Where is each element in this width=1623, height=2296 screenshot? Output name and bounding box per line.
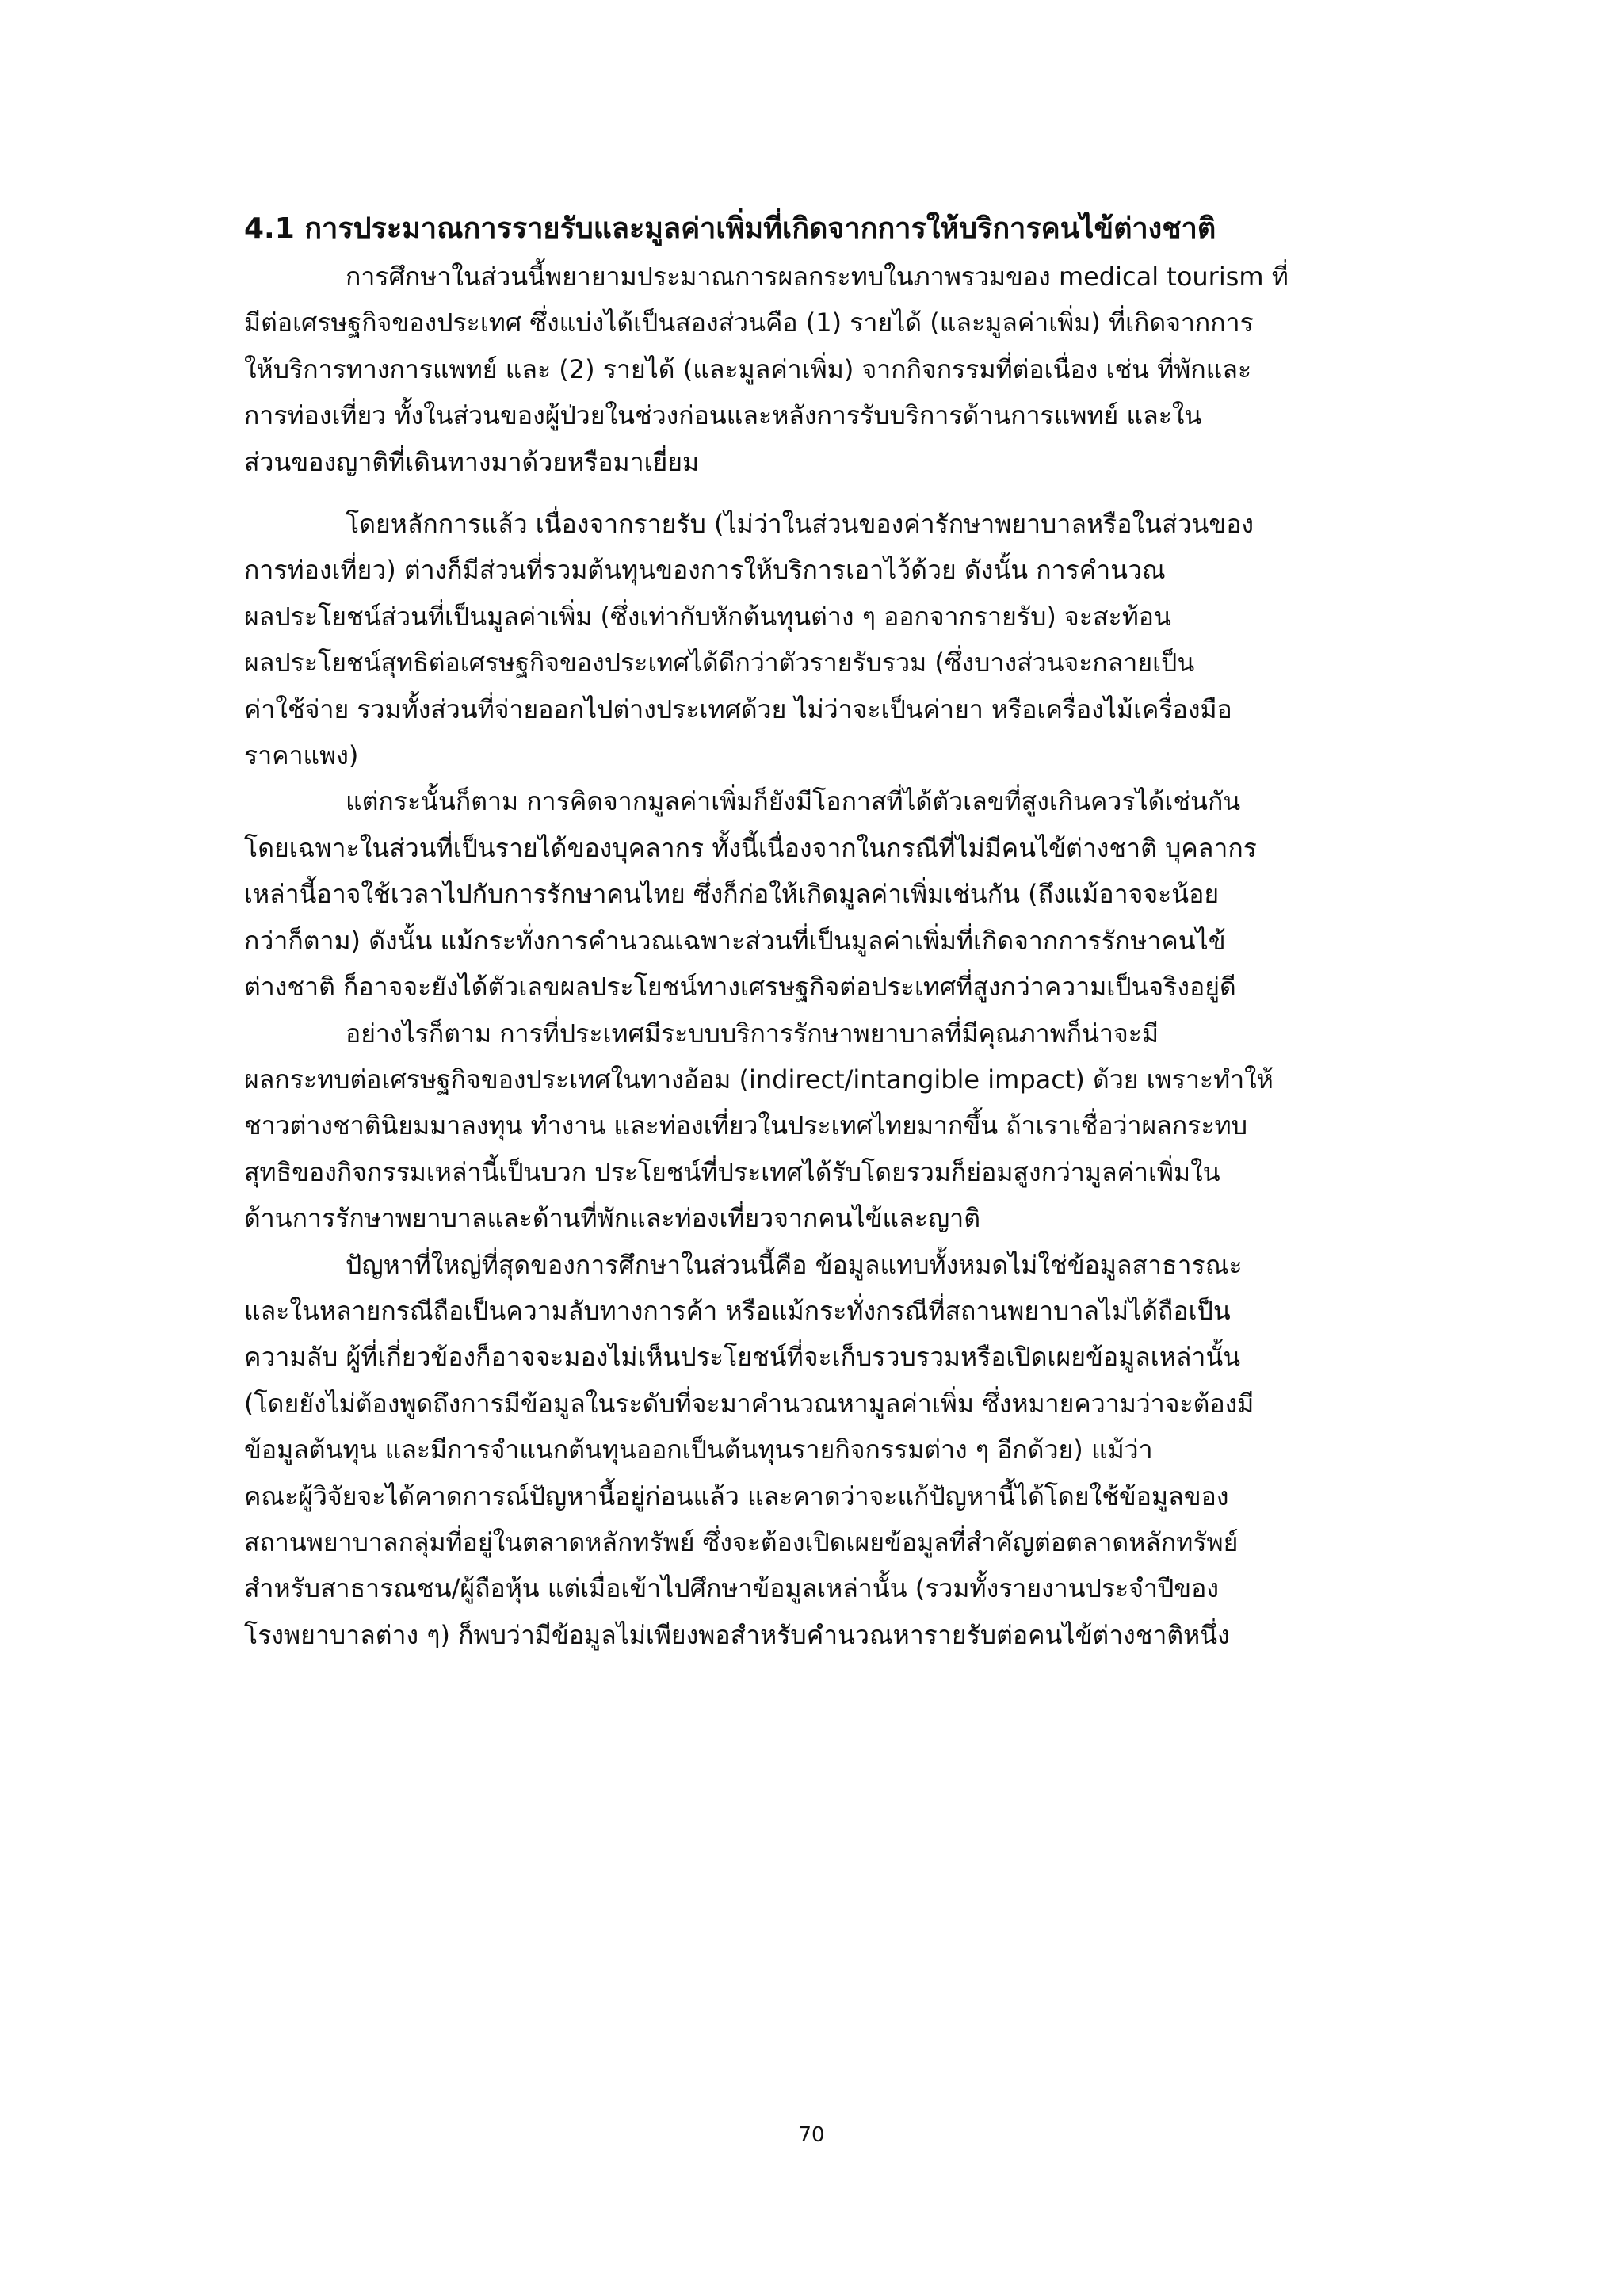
text-line: การศึกษาในส่วนนี้พยายามประมาณการผลกระทบในภาพรวมของ medical tourism ที่ [346,262,1289,292]
text-line: ชาวต่างชาตินิยมมาลงทุน ทำงาน และท่องเที่ยวในประเทศไทยมากขึ้น ถ้าเราเชื่อว่าผลกระทบ [244,1110,1248,1141]
text-line: ด้านการรักษาพยาบาลและด้านที่พักและท่องเที่ยวจากคนไข้และญาติ [244,1203,980,1234]
text-line: ความลับ ผู้ที่เกี่ยวข้องก็อาจจะมองไม่เห็นประโยชน์ที่จะเก็บรวบรวมหรือเปิดเผยข้อมูลเหล่านั้น [244,1342,1241,1373]
text-line: ราคาแพง) [244,740,359,771]
text-line: โรงพยาบาลต่าง ๆ) ก็พบว่ามีข้อมูลไม่เพียงพอสำหรับคำนวณหารายรับต่อคนไข้ต่างชาติหนึ่ง [244,1619,1230,1650]
text-line: สถานพยาบาลกลุ่มที่อยู่ในตลาดหลักทรัพย์ ซึ่งจะต้องเปิดเผยข้อมูลที่สำคัญต่อตลาดหลักทรัพย์ [244,1526,1239,1557]
paragraph-3 [244,778,1381,1010]
text-line: ให้บริการทางการแพทย์ และ (2) รายได้ (และมูลค่าเพิ่ม) จากกิจกรรมที่ต่อเนื่อง เช่น ที่พักและ [244,353,1252,384]
section-heading: 4.1 การประมาณการรายรับและมูลค่าเพิ่มที่เกิดจากการให้บริการคนไข้ต่างชาติ [244,212,1216,245]
text-line: ส่วนของญาติที่เดินทางมาด้วยหรือมาเยี่ยม [244,446,700,477]
paragraph-5 [244,1242,1381,1659]
page-number: 70 [798,2123,825,2147]
text-line: โดยเฉพาะในส่วนที่เป็นรายได้ของบุคลากร ทั้งนี้เนื่องจากในกรณีที่ไม่มีคนไข้ต่างชาติ บุคลากร [244,832,1257,863]
text-line: มีต่อเศรษฐกิจของประเทศ ซึ่งแบ่งได้เป็นสองส่วนคือ (1) รายได้ (และมูลค่าเพิ่ม) ที่เกิดจากการ [244,308,1254,338]
text-line: ข้อมูลต้นทุน และมีการจำแนกต้นทุนออกเป็นต้นทุนรายกิจกรรมต่าง ๆ อีกด้วย) แม้ว่า [244,1435,1153,1465]
text-line: ผลประโยชน์ส่วนที่เป็นมูลค่าเพิ่ม (ซึ่งเท่ากับหักต้นทุนต่าง ๆ ออกจากรายรับ) จะสะท้อน [244,601,1171,632]
text-line: เหล่านี้อาจใช้เวลาไปกับการรักษาคนไทย ซึ่งก็ก่อให้เกิดมูลค่าเพิ่มเช่นกัน (ถึงแม้อาจจะน้อย [244,879,1220,910]
text-line: สุทธิของกิจกรรมเหล่านี้เป็นบวก ประโยชน์ที่ประเทศได้รับโดยรวมก็ย่อมสูงกว่ามูลค่าเพิ่มใน [244,1156,1220,1187]
text-line: การท่องเที่ยว ทั้งในส่วนของผู้ป่วยในช่วงก่อนและหลังการรับบริการด้านการแพทย์ และใน [244,400,1202,431]
paragraph-4 [244,1010,1381,1242]
text-line: แต่กระนั้นก็ตาม การคิดจากมูลค่าเพิ่มก็ยังมีโอกาสที่ได้ตัวเลขที่สูงเกินควรได้เช่นกัน [346,786,1241,817]
text-line: และในหลายกรณีถือเป็นความลับทางการค้า หรือแม้กระทั่งกรณีที่สถานพยาบาลไม่ได้ถือเป็น [244,1295,1231,1326]
text-line: โดยหลักการแล้ว เนื่องจากรายรับ (ไม่ว่าในส่วนของค่ารักษาพยาบาลหรือในส่วนของ [346,509,1254,540]
paragraph-1 [244,254,1381,485]
text-line: ต่างชาติ ก็อาจจะยังได้ตัวเลขผลประโยชน์ทางเศรษฐกิจต่อประเทศที่สูงกว่าความเป็นจริงอยู่ดี [244,972,1236,1003]
text-line: สำหรับสาธารณชน/ผู้ถือหุ้น แต่เมื่อเข้าไปศึกษาข้อมูลเหล่านั้น (รวมทั้งรายงานประจำปีของ [244,1573,1220,1604]
text-line: (โดยยังไม่ต้องพูดถึงการมีข้อมูลในระดับที่จะมาคำนวณหามูลค่าเพิ่ม ซึ่งหมายความว่าจะต้องมี [244,1388,1254,1419]
text-line: ผลประโยชน์สุทธิต่อเศรษฐกิจของประเทศได้ดีกว่าตัวรายรับรวม (ซึ่งบางส่วนจะกลายเป็น [244,648,1195,678]
text-line: อย่างไรก็ตาม การที่ประเทศมีระบบบริการรักษาพยาบาลที่มีคุณภาพก็น่าจะมี [346,1018,1159,1049]
text-line: ผลกระทบต่อเศรษฐกิจของประเทศในทางอ้อม (indirect/intangible impact) ด้วย เพราะทำให้ [244,1064,1274,1095]
text-line: ค่าใช้จ่าย รวมทั้งส่วนที่จ่ายออกไปต่างประเทศด้วย ไม่ว่าจะเป็นค่ายา หรือเครื่องไม้เครื่องมือ [244,693,1232,724]
text-line: คณะผู้วิจัยจะได้คาดการณ์ปัญหานี้อยู่ก่อนแล้ว และคาดว่าจะแก้ปัญหานี้ได้โดยใช้ข้อมูลของ [244,1480,1229,1511]
text-line: ปัญหาที่ใหญ่ที่สุดของการศึกษาในส่วนนี้คือ ข้อมูลแทบทั้งหมดไม่ใช่ข้อมูลสาธารณะ [346,1249,1243,1280]
paragraph-2 [244,501,1381,778]
page-content [244,208,1381,1658]
text-line: การท่องเที่ยว) ต่างก็มีส่วนที่รวมต้นทุนของการให้บริการเอาไว้ด้วย ดังนั้น การคำนวณ [244,555,1166,586]
text-line: กว่าก็ตาม) ดังนั้น แม้กระทั่งการคำนวณเฉพาะส่วนที่เป็นมูลค่าเพิ่มที่เกิดจากการรักษาคนไข้ [244,925,1226,956]
